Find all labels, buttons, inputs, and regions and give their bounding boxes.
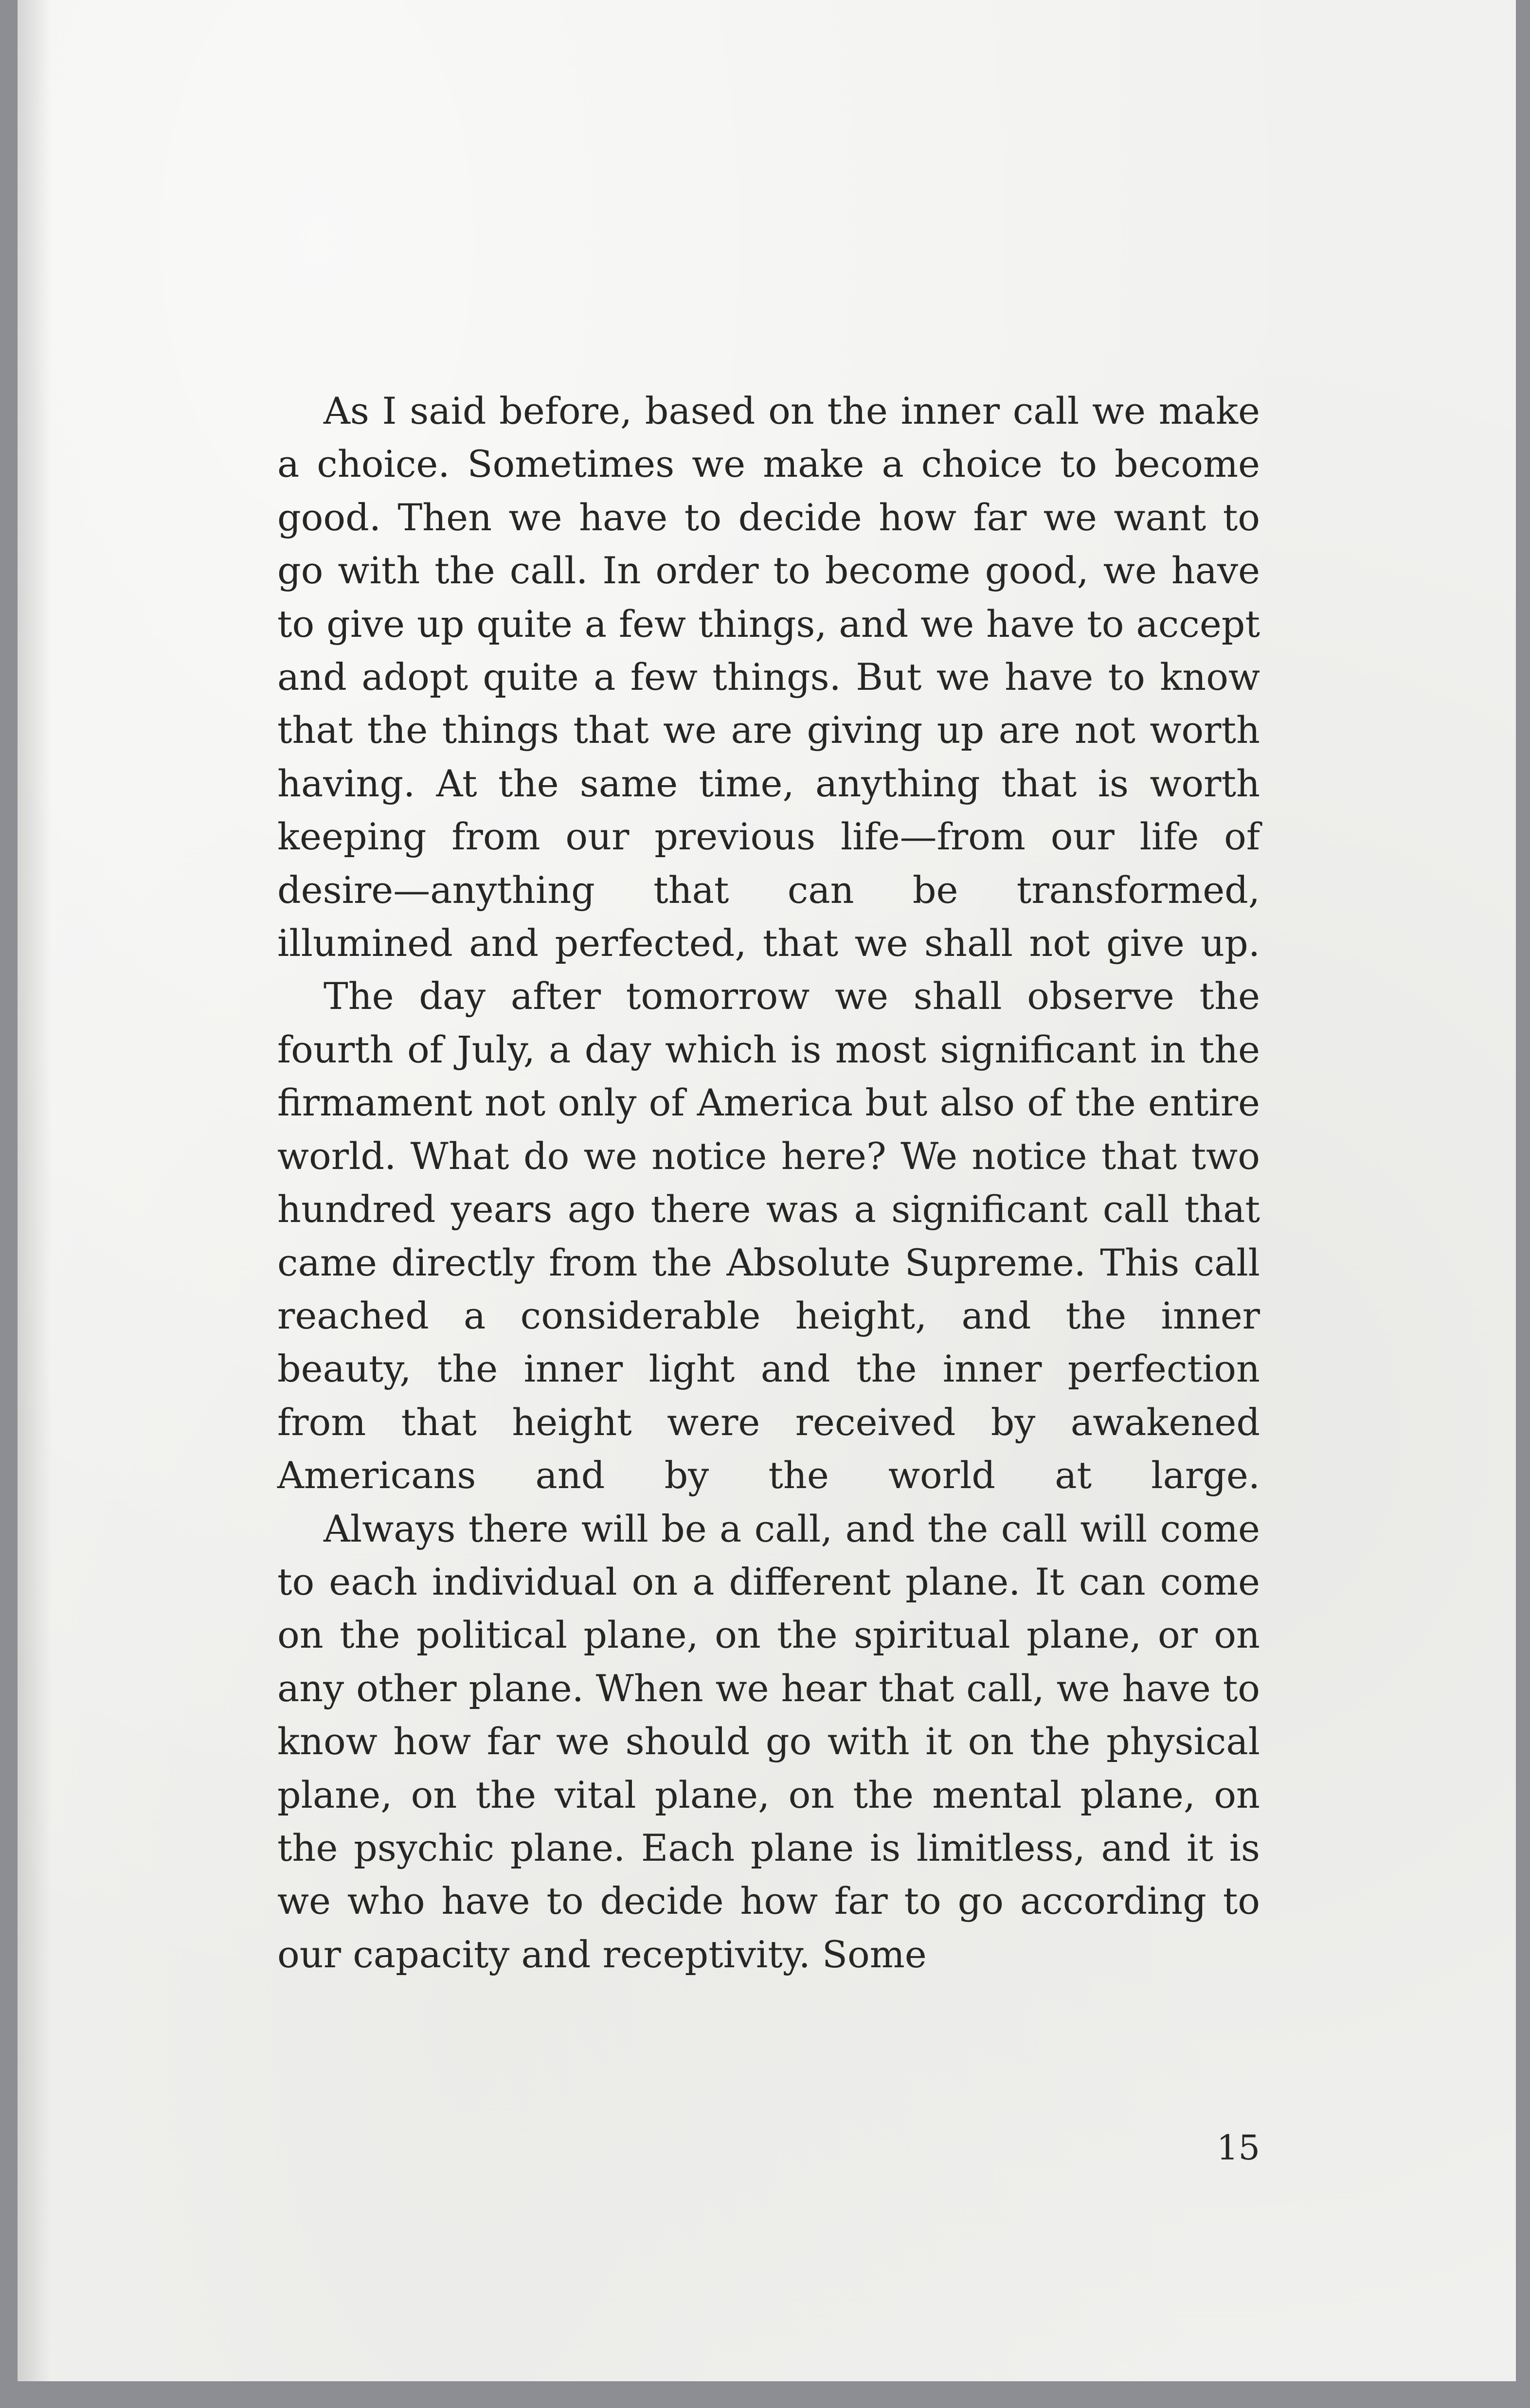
page-number: 15: [1216, 2128, 1260, 2168]
page-edge-shadow: [18, 0, 52, 2381]
paragraph-1: As I said before, based on the inner call we make a choice. Sometimes we make a choice to become good. Then we have to decide how far we want to go with the call. In order to become good, we have to give up quite a few things, and we have to accept and adopt quite a few things. But we have to know that the things that we are giving up are not worth having. At the same time, anything that is worth keeping from our previous life—from our life of desire—anything that can be transformed, illumined and perfected, that we shall not give up.: [277, 389, 1260, 965]
paragraph-3: Always there will be a call, and the call will come to each individual on a different plane. It can come on the political plane, on the spiritual plane, or on any other plane. When we hear that call, we have to know how far we should go with it on the physical plane, on the vital plane, on the mental plane, on the psychic plane. Each plane is limitless, and it is we who have to decide how far to go according to our capacity and receptivity. Some: [277, 1507, 1260, 1976]
paragraph-2: The day after tomorrow we shall observe the fourth of July, a day which is most significant in the firmament not only of America but also of the entire world. What do we notice here? We notice that two hundred years ago there was a significant call that came directly from the Absolute Supreme. This call reached a considerable height, and the inner beauty, the inner light and the inner perfection from that height were received by awakened Americans and by the world at large.: [277, 974, 1260, 1497]
body-text: [277, 384, 1260, 1981]
